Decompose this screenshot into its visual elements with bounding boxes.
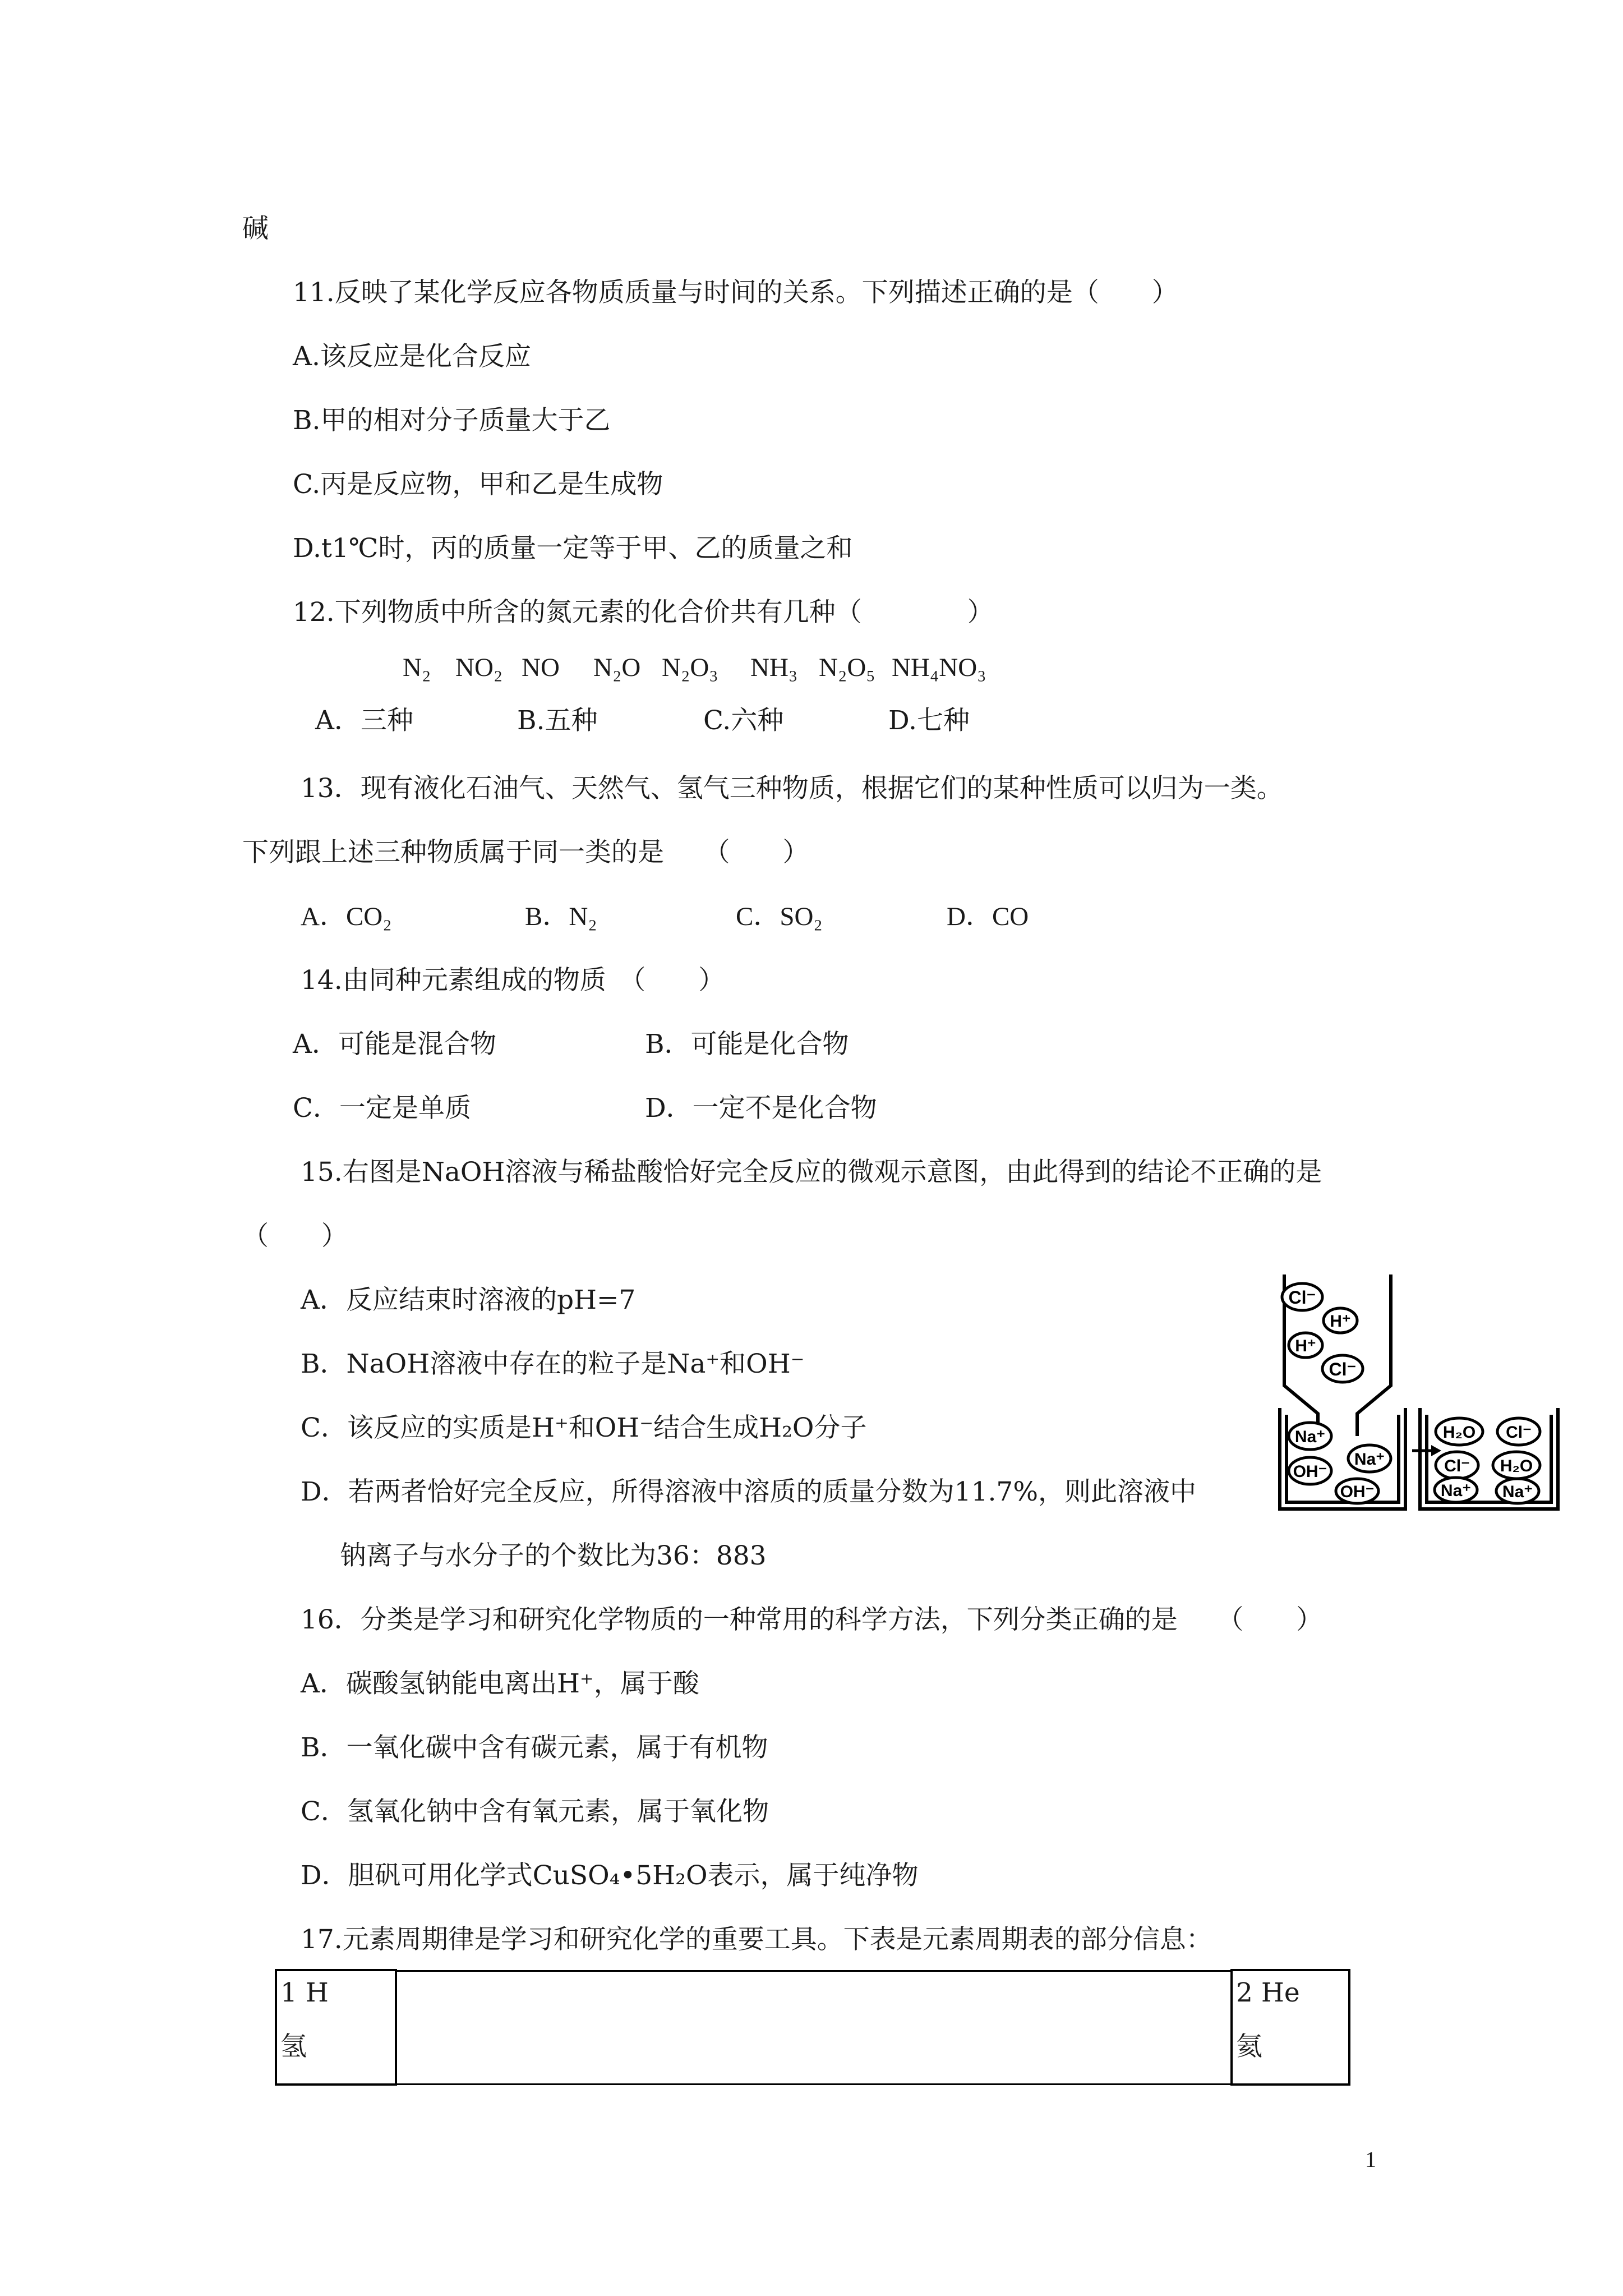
- funnel-ion-1: [1282, 1283, 1322, 1310]
- q12-option-c: C.六种: [703, 705, 784, 736]
- q13-option-a: A．CO₂: [301, 902, 392, 931]
- q12-option-b: B.五种: [517, 705, 598, 736]
- q11-option-d: D.t1℃时，丙的质量一定等于甲、乙的质量之和: [293, 533, 853, 564]
- q13-stem-line2: 下列跟上述三种物质属于同一类的是 （ ）: [242, 837, 809, 868]
- svg-text:Cl⁻: Cl⁻: [1288, 1287, 1316, 1308]
- q15-option-a: A．反应结束时溶液的pH=7: [301, 1285, 636, 1315]
- q14-option-b: B．可能是化合物: [645, 1029, 849, 1060]
- q12-formula-7: N₂O₅: [819, 653, 875, 682]
- q15-option-c: C．该反应的实质是H⁺和OH⁻结合生成H₂O分子: [301, 1412, 867, 1443]
- q16-option-c: C．氢氧化钠中含有氧元素，属于氧化物: [301, 1796, 769, 1827]
- q16-option-a: A．碳酸氢钠能电离出H⁺，属于酸: [301, 1668, 699, 1699]
- q12-formula-4: N₂O: [593, 653, 641, 682]
- helium-symbol: 2 He: [1236, 1977, 1300, 2008]
- q11-option-c: C.丙是反应物，甲和乙是生成物: [293, 469, 663, 500]
- q11-option-b: B.甲的相对分子质量大于乙: [293, 405, 611, 436]
- q12-formula-1: N₂: [403, 653, 431, 682]
- q14-option-c: C．一定是单质: [293, 1093, 471, 1124]
- table-bottom-line: [396, 2083, 1232, 2085]
- q14-option-d: D．一定不是化合物: [645, 1093, 877, 1124]
- svg-text:OH⁻: OH⁻: [1340, 1483, 1375, 1501]
- svg-text:H⁺: H⁺: [1295, 1337, 1316, 1355]
- svg-text:H⁺: H⁺: [1330, 1312, 1351, 1331]
- element-cell-hydrogen: [275, 1969, 397, 2086]
- right-beaker-ion-3: [1436, 1452, 1478, 1479]
- svg-text:Na⁺: Na⁺: [1354, 1450, 1385, 1469]
- q16-option-b: B．一氧化碳中含有碳元素，属于有机物: [301, 1732, 768, 1763]
- right-beaker-molecule-1: [1436, 1418, 1483, 1445]
- continued-line: 碱: [242, 213, 269, 244]
- svg-text:Na⁺: Na⁺: [1440, 1481, 1472, 1500]
- q16-stem: 16．分类是学习和研究化学物质的一种常用的科学方法，下列分类正确的是 （ ）: [301, 1604, 1323, 1635]
- q13-option-d: D．CO: [947, 902, 1029, 931]
- hydrogen-name: 氢: [280, 2031, 307, 2062]
- right-beaker-ion-2: [1497, 1418, 1540, 1445]
- helium-name: 氦: [1236, 2031, 1262, 2062]
- left-beaker-ion-1: [1289, 1423, 1331, 1450]
- q15-stem-line1: 15.右图是NaOH溶液与稀盐酸恰好完全反应的微观示意图，由此得到的结论不正确的是: [301, 1157, 1322, 1188]
- q14-option-a: A．可能是混合物: [293, 1029, 496, 1060]
- q13-option-b: B．N₂: [525, 902, 597, 931]
- q12-formula-8: NH₄NO₃: [892, 653, 986, 682]
- table-top-line: [396, 1970, 1232, 1972]
- right-beaker-ion-5: [1435, 1478, 1477, 1502]
- q11-stem: 11.反映了某化学反应各物质质量与时间的关系。下列描述正确的是（ ）: [293, 277, 1178, 308]
- q12-formula-6: NH₃: [750, 653, 798, 682]
- q15-option-b: B．NaOH溶液中存在的粒子是Na⁺和OH⁻: [301, 1349, 805, 1379]
- q13-stem-line1: 13．现有液化石油气、天然气、氢气三种物质，根据它们的某种性质可以归为一类。: [301, 773, 1283, 804]
- left-beaker-ion-2: [1348, 1445, 1391, 1472]
- q15-option-d-line1: D．若两者恰好完全反应，所得溶液中溶质的质量分数为11.7%，则此溶液中: [301, 1476, 1196, 1507]
- q15-option-d-line2: 钠离子与水分子的个数比为36：883: [340, 1540, 767, 1571]
- q12-formula-2: NO₂: [455, 653, 503, 682]
- svg-text:Cl⁻: Cl⁻: [1506, 1423, 1532, 1442]
- element-cell-helium: [1230, 1969, 1350, 2086]
- svg-text:Cl⁻: Cl⁻: [1329, 1359, 1357, 1379]
- svg-text:Na⁺: Na⁺: [1294, 1428, 1326, 1446]
- svg-text:Na⁺: Na⁺: [1502, 1483, 1533, 1501]
- q12-formula-3: NO: [522, 653, 560, 682]
- q17-stem: 17.元素周期律是学习和研究化学的重要工具。下表是元素周期表的部分信息：: [301, 1924, 1212, 1955]
- funnel-ion-3: [1289, 1333, 1322, 1358]
- left-beaker-ion-3: [1289, 1457, 1331, 1484]
- funnel-ion-2: [1324, 1308, 1357, 1333]
- q11-option-a: A.该反应是化合反应: [293, 341, 531, 372]
- page-number: 1: [1365, 2147, 1376, 2172]
- right-beaker-molecule-4: [1493, 1452, 1540, 1479]
- hydrogen-symbol: 1 H: [280, 1977, 329, 2008]
- right-beaker-ion-6: [1496, 1479, 1539, 1503]
- q16-option-d: D．胆矾可用化学式CuSO₄•5H₂O表示，属于纯净物: [301, 1860, 919, 1891]
- q13-option-c: C．SO₂: [736, 902, 823, 931]
- arrow-head-icon: [1431, 1445, 1441, 1456]
- q12-formula-5: N₂O₃: [662, 653, 718, 682]
- funnel-ion-4: [1322, 1355, 1363, 1382]
- svg-text:OH⁻: OH⁻: [1293, 1462, 1327, 1481]
- reaction-diagram: [1273, 1273, 1565, 1531]
- q12-stem: 12.下列物质中所含的氮元素的化合价共有几种（ ）: [293, 597, 994, 628]
- q12-option-a: A．三种: [315, 705, 413, 736]
- q14-stem: 14.由同种元素组成的物质 （ ）: [301, 965, 725, 996]
- q15-stem-line2: （ ）: [242, 1221, 348, 1251]
- q12-option-d: D.七种: [888, 705, 970, 736]
- left-beaker-ion-4: [1336, 1479, 1378, 1503]
- svg-text:H₂O: H₂O: [1500, 1457, 1533, 1475]
- svg-text:H₂O: H₂O: [1442, 1423, 1476, 1442]
- svg-text:Cl⁻: Cl⁻: [1444, 1457, 1470, 1475]
